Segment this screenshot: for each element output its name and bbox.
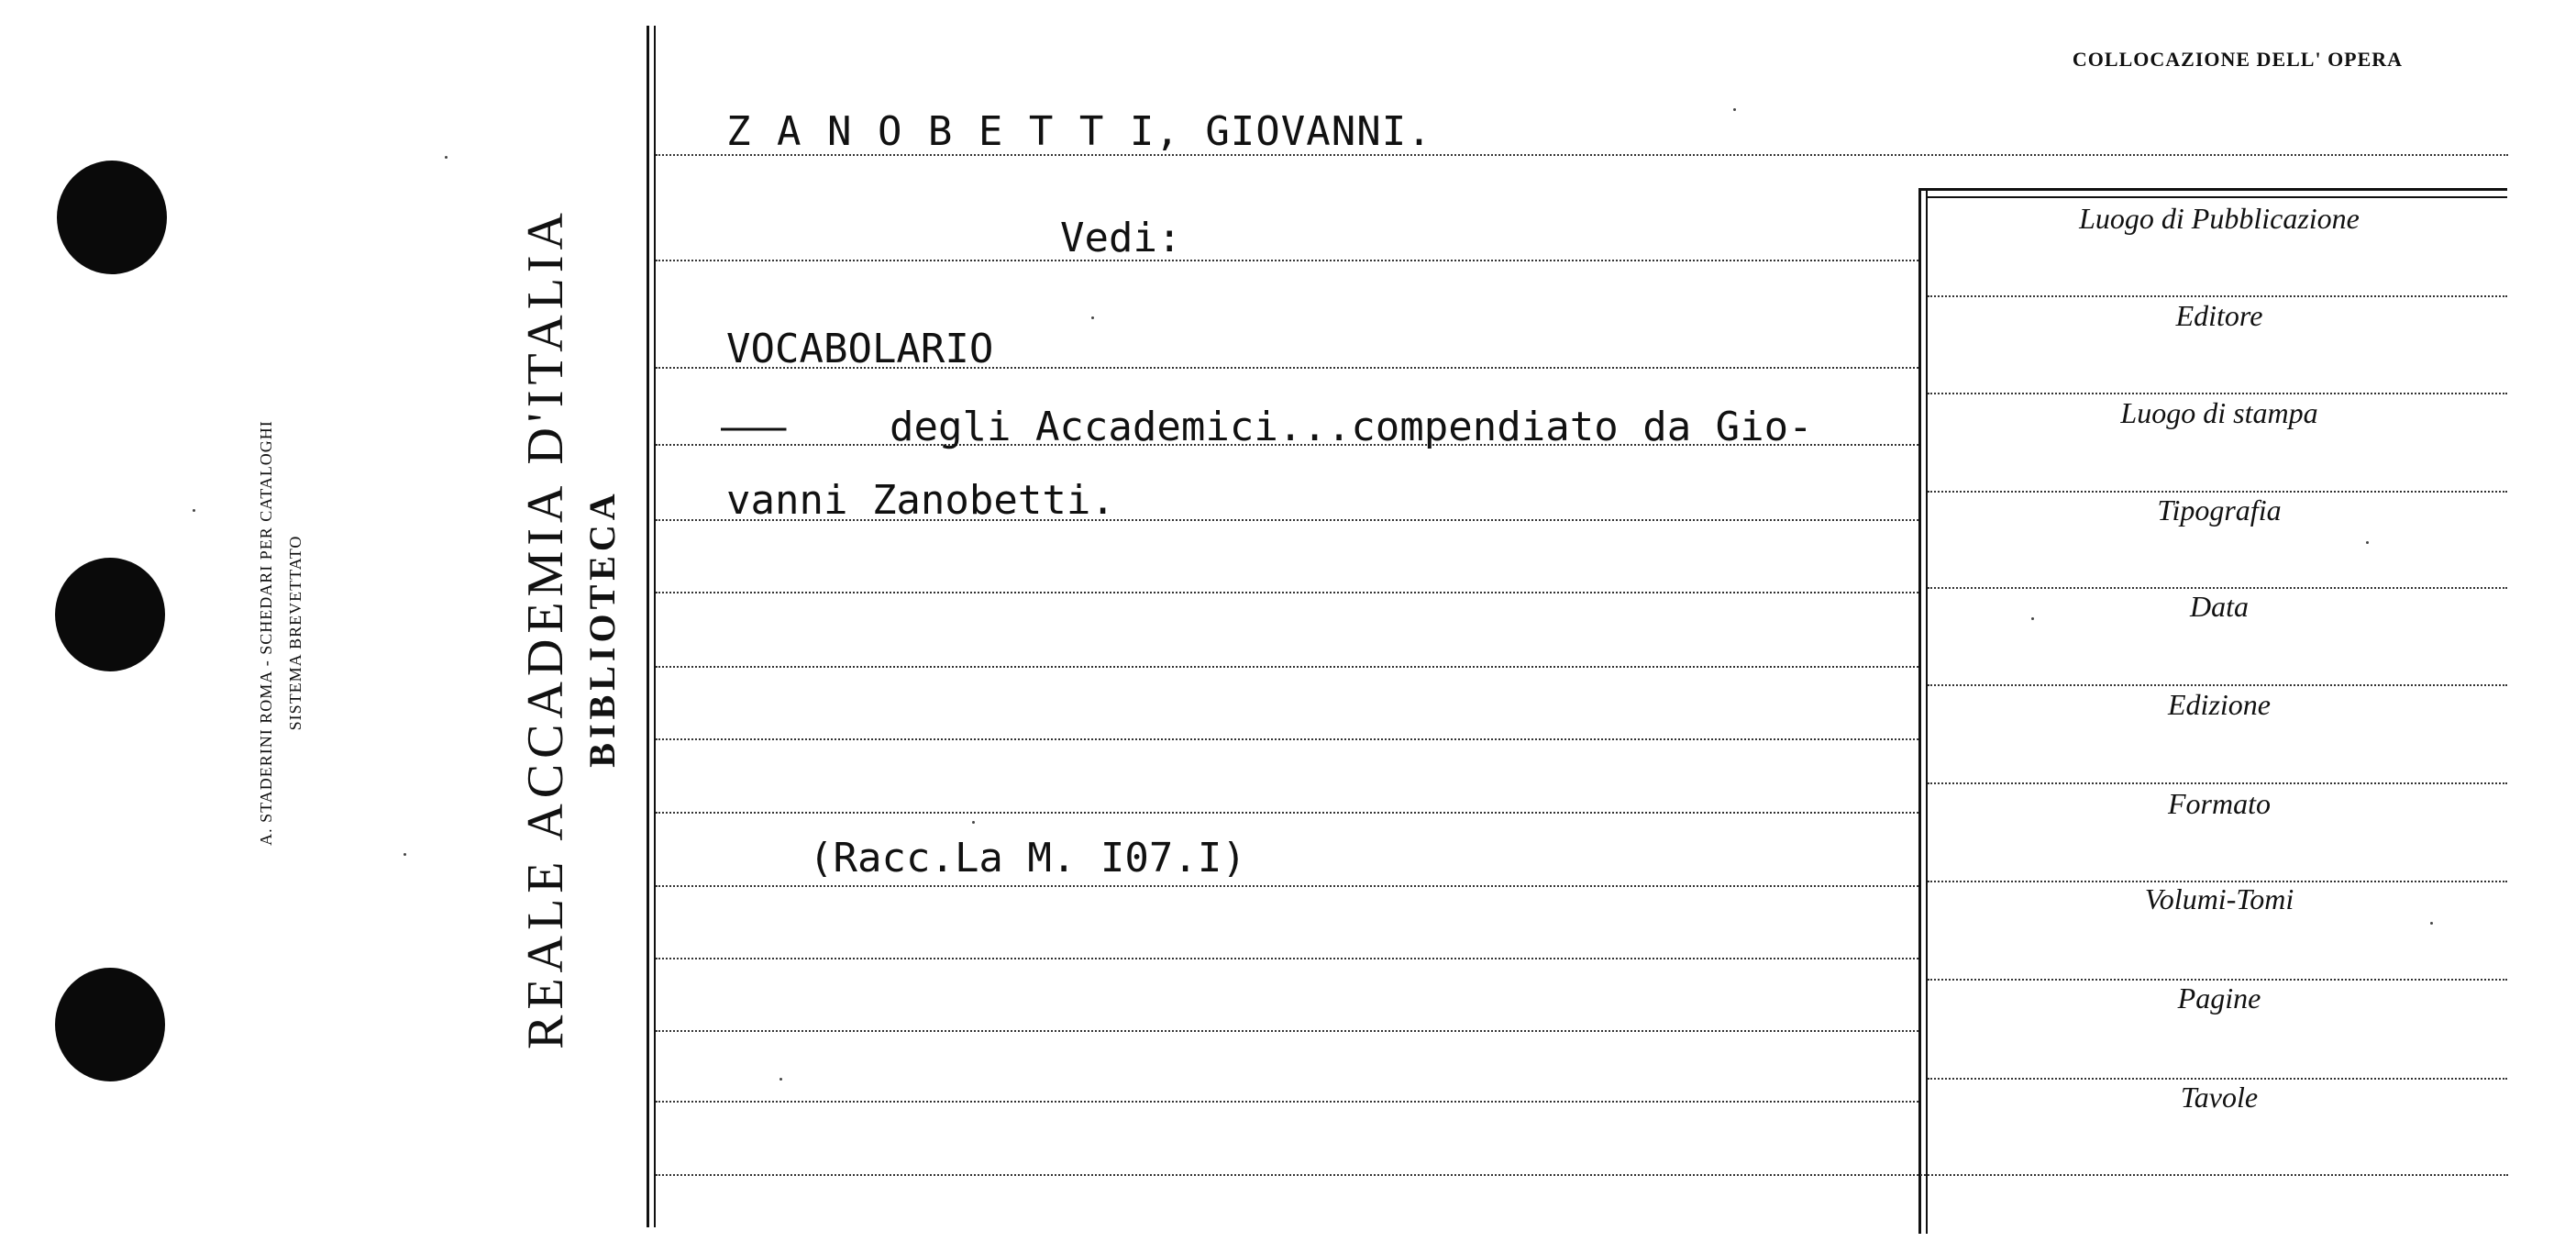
left-margin-rule-inner: [654, 26, 656, 1227]
ruled-line: [656, 592, 1918, 593]
field-tipografia: Tipografia: [2157, 493, 2282, 527]
field-separator: [1928, 393, 2507, 394]
printer-credit-line1: A. STADERINI ROMA - SCHEDARI PER CATALOGHI: [257, 420, 275, 846]
field-separator: [1928, 1078, 2507, 1080]
field-tavole: Tavole: [2180, 1081, 2259, 1114]
field-column-top-rule-inner: [1926, 196, 2507, 198]
field-separator: [1928, 684, 2507, 686]
author-name: Z A N O B E T T I, GIOVANNI.: [726, 108, 1432, 155]
punch-hole-bottom: [55, 968, 165, 1081]
scan-speck: [779, 1078, 782, 1081]
subject-dash: ———: [721, 404, 783, 450]
scan-speck: [1733, 108, 1736, 111]
punch-hole-middle: [55, 558, 165, 671]
scan-speck: [2366, 541, 2369, 544]
subject-subheading-line2: vanni Zanobetti.: [726, 477, 1115, 524]
field-separator: [1928, 491, 2507, 493]
call-number: (Racc.La M. I07.I): [809, 835, 1246, 882]
field-separator: [1928, 782, 2507, 784]
field-separator: [1928, 295, 2507, 297]
scan-speck: [1091, 316, 1094, 319]
scan-speck: [2430, 922, 2433, 925]
field-separator: [1928, 587, 2507, 589]
field-luogo-di-pubblicazione: Luogo di Pubblicazione: [2079, 202, 2360, 235]
punch-hole-top: [57, 161, 167, 274]
field-luogo-di-stampa: Luogo di stampa: [2120, 396, 2318, 429]
field-editore: Editore: [2175, 299, 2263, 332]
scan-speck: [445, 156, 448, 159]
ruled-line: [656, 738, 1918, 740]
field-volumi-tomi: Volumi-Tomi: [2144, 882, 2294, 915]
field-data: Data: [2190, 590, 2249, 623]
field-column-top-rule: [1918, 188, 2507, 191]
scan-speck: [972, 821, 975, 824]
subject-heading: VOCABOLARIO: [726, 326, 994, 372]
institution-department: BIBLIOTECA: [581, 489, 623, 768]
scan-speck: [193, 509, 195, 512]
field-separator: [1928, 979, 2507, 981]
field-formato: Formato: [2168, 787, 2271, 820]
ruled-line: [656, 1174, 2508, 1176]
subject-subheading-line1: degli Accademici...compendiato da Gio-: [890, 404, 1813, 450]
ruled-line: [656, 666, 1918, 668]
left-margin-rule: [647, 26, 649, 1227]
field-pagine: Pagine: [2177, 981, 2261, 1015]
ruled-line: [656, 812, 1918, 814]
field-column-rule: [1918, 188, 1921, 1234]
ruled-line: [656, 958, 1918, 959]
institution-name: REALE ACCADEMIA D'ITALIA: [517, 207, 574, 1049]
scan-speck: [404, 853, 406, 856]
scan-speck: [2031, 617, 2034, 620]
ruled-line: [656, 1101, 1918, 1103]
field-edizione: Edizione: [2168, 688, 2271, 721]
ruled-line: [656, 260, 1918, 261]
ruled-line: [656, 885, 1918, 887]
see-label: Vedi:: [1060, 215, 1182, 261]
printer-credit-line2: SISTEMA BREVETTATO: [286, 535, 304, 731]
collocazione-header: COLLOCAZIONE DELL' OPERA: [2072, 48, 2404, 71]
ruled-line: [656, 1030, 1918, 1032]
